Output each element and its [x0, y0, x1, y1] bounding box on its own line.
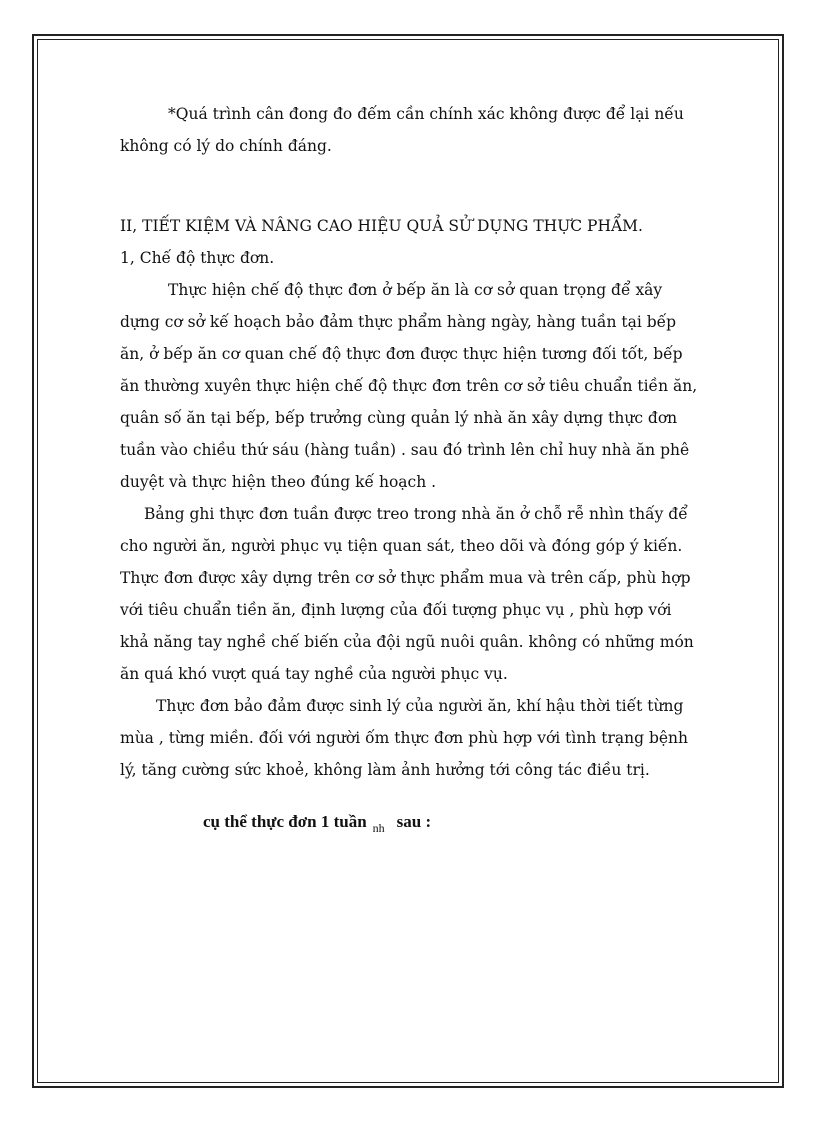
note-paragraph: *Quá trình cân đong đo đếm cần chính xác không được để lại nếu không có lý do chính đáng.	[120, 105, 684, 155]
paragraph-1: Thực hiện chế độ thực đơn ở bếp ăn là cơ sở quan trọng để xây dựng cơ sở kế hoạch bảo đảm thực phẩm hàng ngày, hàng tuần tại bếp ăn, ở bếp ăn cơ quan chế độ thực đơn được thực hiện tương đối tốt, bếp ăn thường xuyên thực hiện chế độ thực đơn trên cơ sở tiêu chuẩn tiền ăn, quân số ăn tại bếp, bếp trưởng cùng quản lý nhà ăn xây dựng thực đơn tuần vào chiều thứ sáu (hàng tuần) . sau đó trình lên chỉ huy nhà ăn phê duyệt và thực hiện theo đúng kế hoạch .	[120, 281, 698, 491]
closing-subscript: nh	[372, 821, 385, 835]
subsection-heading: 1, Chế độ thực đơn.	[120, 249, 275, 267]
closing-main-text: cụ thể thực đơn 1 tuần	[203, 812, 367, 831]
paragraph-2: Bảng ghi thực đơn tuần được treo trong nhà ăn ở chỗ rễ nhìn thấy để cho người ăn, người phục vụ tiện quan sát, theo dõi và đóng góp ý kiến. Thực đơn được xây dựng trên cơ sở thực phẩm mua và trên cấp, phù hợp với tiêu chuẩn tiền ăn, định lượng của đối tượng phục vụ , phù hợp với khả năng tay nghề chế biến của đội ngũ nuôi quân. không có những món ăn quá khó vượt quá tay nghề của người phục vụ.	[120, 505, 694, 683]
document-body	[120, 98, 700, 786]
section-heading: II, TIẾT KIỆM VÀ NÂNG CAO HIỆU QUẢ SỬ DỤNG THỰC PHẨM.	[120, 217, 643, 235]
spacer	[120, 162, 700, 210]
closing-end-text: sau :	[396, 812, 432, 831]
closing-line	[203, 812, 431, 836]
paragraph-3: Thực đơn bảo đảm được sinh lý của người ăn, khí hậu thời tiết từng mùa , từng miền. đối với người ốm thực đơn phù hợp với tình trạng bệnh lý, tăng cường sức khoẻ, không làm ảnh hưởng tới công tác điều trị.	[120, 697, 689, 779]
